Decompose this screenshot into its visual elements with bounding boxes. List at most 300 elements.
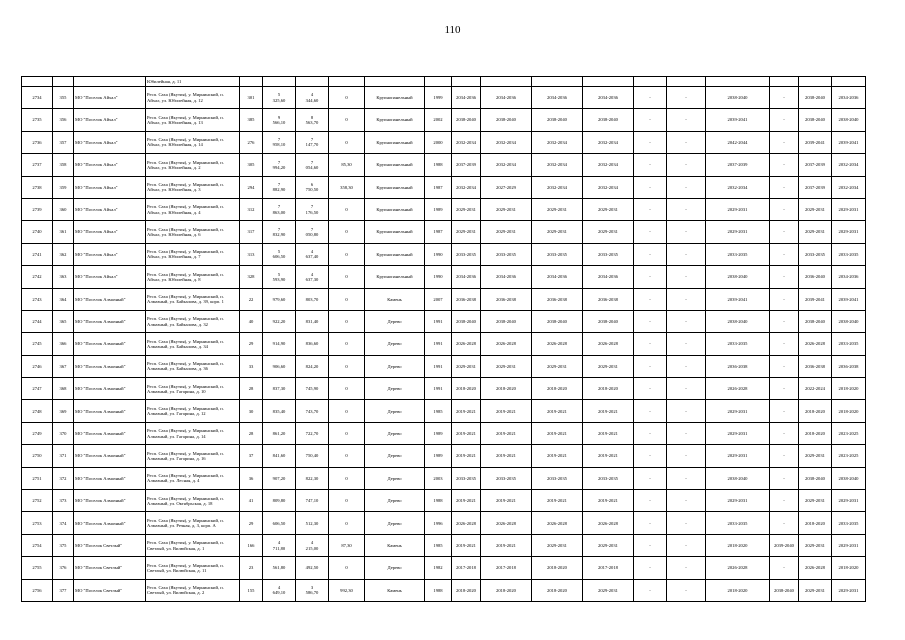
period-facade-cell: 2019-2021 xyxy=(532,445,583,467)
period-basement-cell: 2038-2040 xyxy=(799,87,832,109)
area-living-cell xyxy=(296,333,329,355)
address-cell: Респ. Саха (Якутия), у. Мирнинский, п. Алмазный, ул. Гагарина, д. 10 xyxy=(146,378,240,400)
area-total-cell-part: 7 xyxy=(277,226,281,232)
wall-material-cell: Дерево xyxy=(365,355,425,377)
municipality-cell: МО "Поселок Айхал" xyxy=(74,109,146,131)
area-total-cell-part: 561,80 xyxy=(272,565,286,571)
period-systems-cell: 2042-2044 xyxy=(706,131,770,153)
row-number-cell: 2752 xyxy=(22,490,53,512)
dash-cell: - xyxy=(634,422,667,444)
item-number-cell: 370 xyxy=(53,422,74,444)
table-row xyxy=(22,467,866,489)
area-total-cell xyxy=(263,512,296,534)
area-living-cell-part: 512,30 xyxy=(305,520,319,526)
period-systems-cell: 2038-2040 xyxy=(706,310,770,332)
area-total-cell-part: 593,90 xyxy=(272,276,286,282)
period-final-cell: 2033-2035 xyxy=(832,243,866,265)
address-cell: Респ. Саха (Якутия), у. Мирнинский, п. Айхал, ул. Юбилейная, д. 3 xyxy=(146,176,240,198)
area-nonliving-cell: 0 xyxy=(329,378,365,400)
area-total-cell xyxy=(263,333,296,355)
period-foundation-cell: 2018-2020 xyxy=(583,378,634,400)
area-total-cell xyxy=(263,557,296,579)
residents-cell: 23 xyxy=(240,557,263,579)
row-number-cell: 2735 xyxy=(22,109,53,131)
period-basement-cell: 2026-2028 xyxy=(799,333,832,355)
period-systems-cell: 2029-2031 xyxy=(706,445,770,467)
row-number-cell: 2745 xyxy=(22,333,53,355)
period-roof-cell: 2026-2028 xyxy=(481,333,532,355)
dash-cell: - xyxy=(634,400,667,422)
item-number-cell: 357 xyxy=(53,131,74,153)
wall-material-cell: Крупнопанельный xyxy=(365,109,425,131)
period-lift-cell: - xyxy=(770,490,799,512)
period-final-cell: 2018-2020 xyxy=(832,400,866,422)
area-living-cell xyxy=(296,400,329,422)
period-facade-cell: 2033-2035 xyxy=(532,243,583,265)
area-total-cell xyxy=(263,310,296,332)
period-final-cell: 2032-2034 xyxy=(832,154,866,176)
dash-cell: - xyxy=(667,288,706,310)
period-final-cell: 2029-2031 xyxy=(832,534,866,556)
wall-material-cell: Дерево xyxy=(365,445,425,467)
period-cell: 2037-2039 xyxy=(452,154,481,176)
area-living-cell-part: 4 xyxy=(310,540,314,546)
row-number-cell: 2738 xyxy=(22,176,53,198)
period-basement-cell: 2029-2031 xyxy=(799,445,832,467)
table-row xyxy=(22,221,866,243)
area-total-cell xyxy=(263,221,296,243)
dash-cell: - xyxy=(667,400,706,422)
dash-cell: - xyxy=(667,154,706,176)
item-number-cell: 375 xyxy=(53,534,74,556)
dash-cell: - xyxy=(634,131,667,153)
year-cell: 1989 xyxy=(425,422,452,444)
year-cell: 1988 xyxy=(425,579,452,601)
row-number-cell: 2754 xyxy=(22,534,53,556)
area-living-cell-part: 750,50 xyxy=(305,187,319,193)
period-final-cell: 2023-2025 xyxy=(832,422,866,444)
period-facade-cell: 2018-2020 xyxy=(532,557,583,579)
dash-cell: - xyxy=(634,310,667,332)
period-facade-cell: 2029-2031 xyxy=(532,534,583,556)
period-final-cell: 2032-2034 xyxy=(832,176,866,198)
wall-material-cell: Крупнопанельный xyxy=(365,87,425,109)
area-living-cell xyxy=(296,243,329,265)
dash-cell: - xyxy=(667,557,706,579)
address-cell: Респ. Саха (Якутия), у. Мирнинский, п. Айхал, ул. Юбилейная, д. 2 xyxy=(146,154,240,176)
residents-cell: 22 xyxy=(240,288,263,310)
period-facade-cell: 2026-2028 xyxy=(532,512,583,534)
period-facade-cell: 2038-2040 xyxy=(532,310,583,332)
period-roof-cell: 2029-2031 xyxy=(481,221,532,243)
period-cell: 2019-2021 xyxy=(452,400,481,422)
item-number-cell: 355 xyxy=(53,87,74,109)
period-basement-cell: 2018-2020 xyxy=(799,512,832,534)
area-living-cell-part: 147,70 xyxy=(305,142,319,148)
period-basement-cell: 2029-2031 xyxy=(799,534,832,556)
municipality-cell: МО "Поселок Айхал" xyxy=(74,131,146,153)
area-total-cell-part: 914,90 xyxy=(272,341,286,347)
period-facade-cell: 2029-2031 xyxy=(532,355,583,377)
period-final-cell: 2038-2040 xyxy=(832,310,866,332)
municipality-cell: МО "Поселок Алмазный" xyxy=(74,422,146,444)
dash-cell: - xyxy=(634,467,667,489)
area-living-cell-part: 563,70 xyxy=(305,120,319,126)
area-living-cell-part: 6 xyxy=(310,182,314,188)
area-total-cell-part: 5 xyxy=(277,92,281,98)
item-number-cell: 363 xyxy=(53,266,74,288)
period-cell: 2019-2021 xyxy=(452,422,481,444)
dash-cell: - xyxy=(667,87,706,109)
area-total-cell-part: 649,10 xyxy=(272,590,286,596)
period-systems-cell: 2026-2028 xyxy=(706,378,770,400)
row-number-cell: 2751 xyxy=(22,467,53,489)
address-cell: Респ. Саха (Якутия), у. Мирнинский, п. Алмазный, ул. Октябрьская, д. 18 xyxy=(146,490,240,512)
year-cell: 2000 xyxy=(425,131,452,153)
table-row xyxy=(22,266,866,288)
area-living-cell-part: 4 xyxy=(310,92,314,98)
area-total-cell xyxy=(263,87,296,109)
item-number-cell: 361 xyxy=(53,221,74,243)
area-living-cell-part: 637,30 xyxy=(305,276,319,282)
period-foundation-cell: 2026-2028 xyxy=(583,512,634,534)
period-cell: 2018-2020 xyxy=(452,378,481,400)
period-cell: 2019-2021 xyxy=(452,534,481,556)
period-final-cell: 2039-2041 xyxy=(832,131,866,153)
dash-cell: - xyxy=(667,109,706,131)
period-basement-cell: 2018-2020 xyxy=(799,422,832,444)
period-basement-cell: 2029-2031 xyxy=(799,579,832,601)
dash-cell: - xyxy=(667,310,706,332)
dash-cell: - xyxy=(667,534,706,556)
period-systems-cell: 2029-2031 xyxy=(706,198,770,220)
area-total-cell xyxy=(263,154,296,176)
period-cell: 2026-2028 xyxy=(452,512,481,534)
period-foundation-cell: 2034-2036 xyxy=(583,266,634,288)
area-living-cell-part: 3 xyxy=(310,585,314,591)
residents-cell: 313 xyxy=(240,243,263,265)
area-total-cell-part: 7 xyxy=(277,204,281,210)
area-living-cell xyxy=(296,422,329,444)
dash-cell: - xyxy=(667,445,706,467)
year-cell: 1991 xyxy=(425,333,452,355)
area-living-cell-part: 836,60 xyxy=(305,341,319,347)
wall-material-cell: Крупнопанельный xyxy=(365,154,425,176)
period-basement-cell: 2033-2035 xyxy=(799,243,832,265)
period-systems-cell: 2038-2040 xyxy=(706,87,770,109)
row-number-cell: 2747 xyxy=(22,378,53,400)
period-cell: 2038-2040 xyxy=(452,109,481,131)
table-row xyxy=(22,288,866,310)
area-living-cell xyxy=(296,176,329,198)
municipality-cell: МО "Поселок Светлый" xyxy=(74,557,146,579)
period-foundation-cell: 2038-2040 xyxy=(583,109,634,131)
wall-material-cell: Крупнопанельный xyxy=(365,131,425,153)
area-living-cell-part: 822,30 xyxy=(305,475,319,481)
area-living-cell-part: 803,70 xyxy=(305,296,319,302)
period-systems-cell: 2033-2035 xyxy=(706,512,770,534)
table-row xyxy=(22,154,866,176)
area-total-cell xyxy=(263,243,296,265)
row-number-cell: 2742 xyxy=(22,266,53,288)
row-number-cell: 2749 xyxy=(22,422,53,444)
area-total-cell-part: 7 xyxy=(277,182,281,188)
area-nonliving-cell: 0 xyxy=(329,310,365,332)
table-row xyxy=(22,109,866,131)
period-facade-cell: 2034-2036 xyxy=(532,87,583,109)
residents-cell: 276 xyxy=(240,131,263,153)
period-roof-cell: 2034-2036 xyxy=(481,87,532,109)
residents-cell: 36 xyxy=(240,467,263,489)
area-living-cell-part: 7 xyxy=(310,137,314,143)
item-number-cell: 362 xyxy=(53,243,74,265)
table-row xyxy=(22,131,866,153)
item-number-cell: 360 xyxy=(53,198,74,220)
area-nonliving-cell: 0 xyxy=(329,333,365,355)
period-cell: 2019-2021 xyxy=(452,445,481,467)
dash-cell: - xyxy=(634,266,667,288)
municipality-cell: МО "Поселок Светлый" xyxy=(74,579,146,601)
period-foundation-cell: 2029-2031 xyxy=(583,355,634,377)
dash-cell: - xyxy=(634,534,667,556)
wall-material-cell: Дерево xyxy=(365,490,425,512)
housing-table xyxy=(21,76,865,602)
area-total-cell-part: 863,00 xyxy=(272,209,286,215)
item-number-cell: 376 xyxy=(53,557,74,579)
period-roof-cell: 2033-2035 xyxy=(481,243,532,265)
area-living-cell xyxy=(296,131,329,153)
dash-cell: - xyxy=(667,176,706,198)
table-row xyxy=(22,490,866,512)
period-facade-cell: 2032-2034 xyxy=(532,154,583,176)
item-number-cell: 359 xyxy=(53,176,74,198)
period-final-cell: 2036-2038 xyxy=(832,355,866,377)
residents-cell: 385 xyxy=(240,109,263,131)
area-nonliving-cell: 0 xyxy=(329,221,365,243)
dash-cell: - xyxy=(667,467,706,489)
residents-cell: 33 xyxy=(240,355,263,377)
area-total-cell xyxy=(263,579,296,601)
period-cell: 2032-2034 xyxy=(452,176,481,198)
table-row xyxy=(22,445,866,467)
dash-cell: - xyxy=(667,221,706,243)
year-cell: 1991 xyxy=(425,378,452,400)
area-living-cell xyxy=(296,198,329,220)
area-living-cell xyxy=(296,310,329,332)
area-living-cell xyxy=(296,221,329,243)
address-cell: Респ. Саха (Якутия), у. Мирнинский, п. Светлый, ул. Вилюйская, д. 11 xyxy=(146,557,240,579)
address-cell: Юбилейная, д. 11 xyxy=(146,77,240,87)
period-final-cell: 2029-2031 xyxy=(832,490,866,512)
period-foundation-cell: 2033-2035 xyxy=(583,243,634,265)
area-total-cell xyxy=(263,445,296,467)
period-lift-cell: - xyxy=(770,176,799,198)
residents-cell: 155 xyxy=(240,579,263,601)
period-basement-cell: 2038-2040 xyxy=(799,467,832,489)
year-cell: 1991 xyxy=(425,310,452,332)
period-cell: 2036-2038 xyxy=(452,288,481,310)
item-number-cell: 356 xyxy=(53,109,74,131)
period-roof-cell: 2027-2029 xyxy=(481,176,532,198)
area-total-cell xyxy=(263,266,296,288)
dash-cell: - xyxy=(667,579,706,601)
period-systems-cell: 2029-2031 xyxy=(706,221,770,243)
residents-cell: 317 xyxy=(240,221,263,243)
area-total-cell-part: 5 xyxy=(277,249,281,255)
area-nonliving-cell: 0 xyxy=(329,109,365,131)
period-cell: 2034-2036 xyxy=(452,87,481,109)
year-cell: 1989 xyxy=(425,445,452,467)
item-number-cell: 366 xyxy=(53,333,74,355)
row-number-cell: 2753 xyxy=(22,512,53,534)
year-cell: 1990 xyxy=(425,243,452,265)
period-facade-cell: 2018-2020 xyxy=(532,579,583,601)
area-total-cell xyxy=(263,534,296,556)
period-systems-cell: 2039-2041 xyxy=(706,288,770,310)
period-cell: 2017-2018 xyxy=(452,557,481,579)
period-basement-cell: 2036-2038 xyxy=(799,355,832,377)
area-living-cell-part: 747,10 xyxy=(305,498,319,504)
period-roof-cell: 2019-2021 xyxy=(481,445,532,467)
wall-material-cell: Крупнопанельный xyxy=(365,243,425,265)
table-row xyxy=(22,422,866,444)
area-nonliving-cell: 0 xyxy=(329,512,365,534)
period-systems-cell: 2029-2031 xyxy=(706,400,770,422)
period-roof-cell: 2019-2021 xyxy=(481,534,532,556)
period-facade-cell: 2019-2021 xyxy=(532,400,583,422)
period-foundation-cell: 2032-2034 xyxy=(583,131,634,153)
dash-cell: - xyxy=(634,198,667,220)
period-roof-cell: 2019-2021 xyxy=(481,400,532,422)
area-living-cell-part: 4 xyxy=(310,271,314,277)
year-cell: 1987 xyxy=(425,221,452,243)
address-cell: Респ. Саха (Якутия), у. Мирнинский, п. Алмазный, ул. Байкалова, д. 36 xyxy=(146,355,240,377)
residents-cell: 37 xyxy=(240,445,263,467)
address-cell: Респ. Саха (Якутия), у. Мирнинский, п. Алмазный, ул. Лесная, д. 4 xyxy=(146,467,240,489)
year-cell: 1988 xyxy=(425,490,452,512)
area-total-cell xyxy=(263,109,296,131)
area-living-cell-part: 637,40 xyxy=(305,254,319,260)
dash-cell: - xyxy=(667,333,706,355)
dash-cell: - xyxy=(667,378,706,400)
municipality-cell: МО "Поселок Алмазный" xyxy=(74,378,146,400)
period-systems-cell: 2038-2040 xyxy=(706,266,770,288)
period-systems-cell: 2026-2028 xyxy=(706,557,770,579)
address-cell: Респ. Саха (Якутия), у. Мирнинский, п. Алмазный, ул. Байкалова, д. 39, корп. 1 xyxy=(146,288,240,310)
period-foundation-cell: 2032-2034 xyxy=(583,176,634,198)
dash-cell: - xyxy=(667,422,706,444)
area-nonliving-cell: 0 xyxy=(329,490,365,512)
area-nonliving-cell: 0 xyxy=(329,400,365,422)
row-number-cell: 2737 xyxy=(22,154,53,176)
area-living-cell xyxy=(296,579,329,601)
area-living-cell-part: 8 xyxy=(310,114,314,120)
period-systems-cell: 2033-2035 xyxy=(706,333,770,355)
period-roof-cell: 2038-2040 xyxy=(481,310,532,332)
item-number-cell: 364 xyxy=(53,288,74,310)
area-total-cell-part: 882,90 xyxy=(272,187,286,193)
period-final-cell: 2029-2031 xyxy=(832,579,866,601)
period-facade-cell: 2029-2031 xyxy=(532,198,583,220)
residents-cell: 41 xyxy=(240,490,263,512)
wall-material-cell: Дерево xyxy=(365,467,425,489)
dash-cell: - xyxy=(634,288,667,310)
area-living-cell-part: 4 xyxy=(310,249,314,255)
year-cell: 2007 xyxy=(425,288,452,310)
period-roof-cell: 2026-2028 xyxy=(481,512,532,534)
municipality-cell: МО "Поселок Алмазный" xyxy=(74,400,146,422)
wall-material-cell: Камень xyxy=(365,288,425,310)
period-foundation-cell: 2029-2031 xyxy=(583,579,634,601)
address-cell: Респ. Саха (Якутия), у. Мирнинский, п. Айхал, ул. Юбилейная, д. 12 xyxy=(146,87,240,109)
item-number-cell: 377 xyxy=(53,579,74,601)
period-foundation-cell: 2033-2035 xyxy=(583,467,634,489)
item-number-cell: 369 xyxy=(53,400,74,422)
item-number-cell: 358 xyxy=(53,154,74,176)
item-number-cell: 374 xyxy=(53,512,74,534)
period-foundation-cell: 2029-2031 xyxy=(583,198,634,220)
period-basement-cell: 2018-2020 xyxy=(799,400,832,422)
dash-cell: - xyxy=(634,557,667,579)
year-cell: 2003 xyxy=(425,467,452,489)
period-cell: 2026-2028 xyxy=(452,333,481,355)
period-lift-cell: - xyxy=(770,422,799,444)
period-foundation-cell: 2017-2018 xyxy=(583,557,634,579)
municipality-cell: МО "Поселок Алмазный" xyxy=(74,445,146,467)
area-total-cell-part: 906,60 xyxy=(272,363,286,369)
area-total-cell-part: 907,20 xyxy=(272,475,286,481)
period-lift-cell: - xyxy=(770,310,799,332)
area-nonliving-cell: 87,30 xyxy=(329,534,365,556)
period-systems-cell: 2033-2035 xyxy=(706,243,770,265)
area-nonliving-cell: 85,30 xyxy=(329,154,365,176)
area-living-cell xyxy=(296,467,329,489)
address-cell: Респ. Саха (Якутия), у. Мирнинский, п. Алмазный, ул. Гагарина, д. 16 xyxy=(146,445,240,467)
area-nonliving-cell: 0 xyxy=(329,467,365,489)
period-basement-cell: 2037-2039 xyxy=(799,176,832,198)
period-roof-cell: 2038-2040 xyxy=(481,109,532,131)
period-systems-cell: 2039-2041 xyxy=(706,109,770,131)
residents-cell: 30 xyxy=(240,400,263,422)
dash-cell: - xyxy=(667,512,706,534)
period-basement-cell: 2029-2031 xyxy=(799,490,832,512)
area-total-cell xyxy=(263,378,296,400)
table-row xyxy=(22,310,866,332)
period-lift-cell: - xyxy=(770,445,799,467)
area-total-cell-part: 5 xyxy=(277,271,281,277)
area-nonliving-cell: 0 xyxy=(329,131,365,153)
period-basement-cell: 2038-2040 xyxy=(799,310,832,332)
area-living-cell xyxy=(296,490,329,512)
table-row xyxy=(22,198,866,220)
period-facade-cell: 2026-2028 xyxy=(532,333,583,355)
area-total-cell xyxy=(263,288,296,310)
year-cell: 1987 xyxy=(425,176,452,198)
period-facade-cell: 2036-2038 xyxy=(532,288,583,310)
area-total-cell-part: 711,80 xyxy=(272,545,286,551)
area-living-cell xyxy=(296,512,329,534)
period-cell: 2038-2040 xyxy=(452,310,481,332)
period-final-cell: 2033-2035 xyxy=(832,333,866,355)
period-systems-cell: 2037-2039 xyxy=(706,154,770,176)
period-basement-cell: 2037-2039 xyxy=(799,154,832,176)
area-nonliving-cell: 0 xyxy=(329,557,365,579)
period-roof-cell: 2032-2034 xyxy=(481,154,532,176)
area-living-cell xyxy=(296,355,329,377)
period-final-cell: 2039-2041 xyxy=(832,288,866,310)
residents-cell: 305 xyxy=(240,154,263,176)
dash-cell: - xyxy=(634,243,667,265)
